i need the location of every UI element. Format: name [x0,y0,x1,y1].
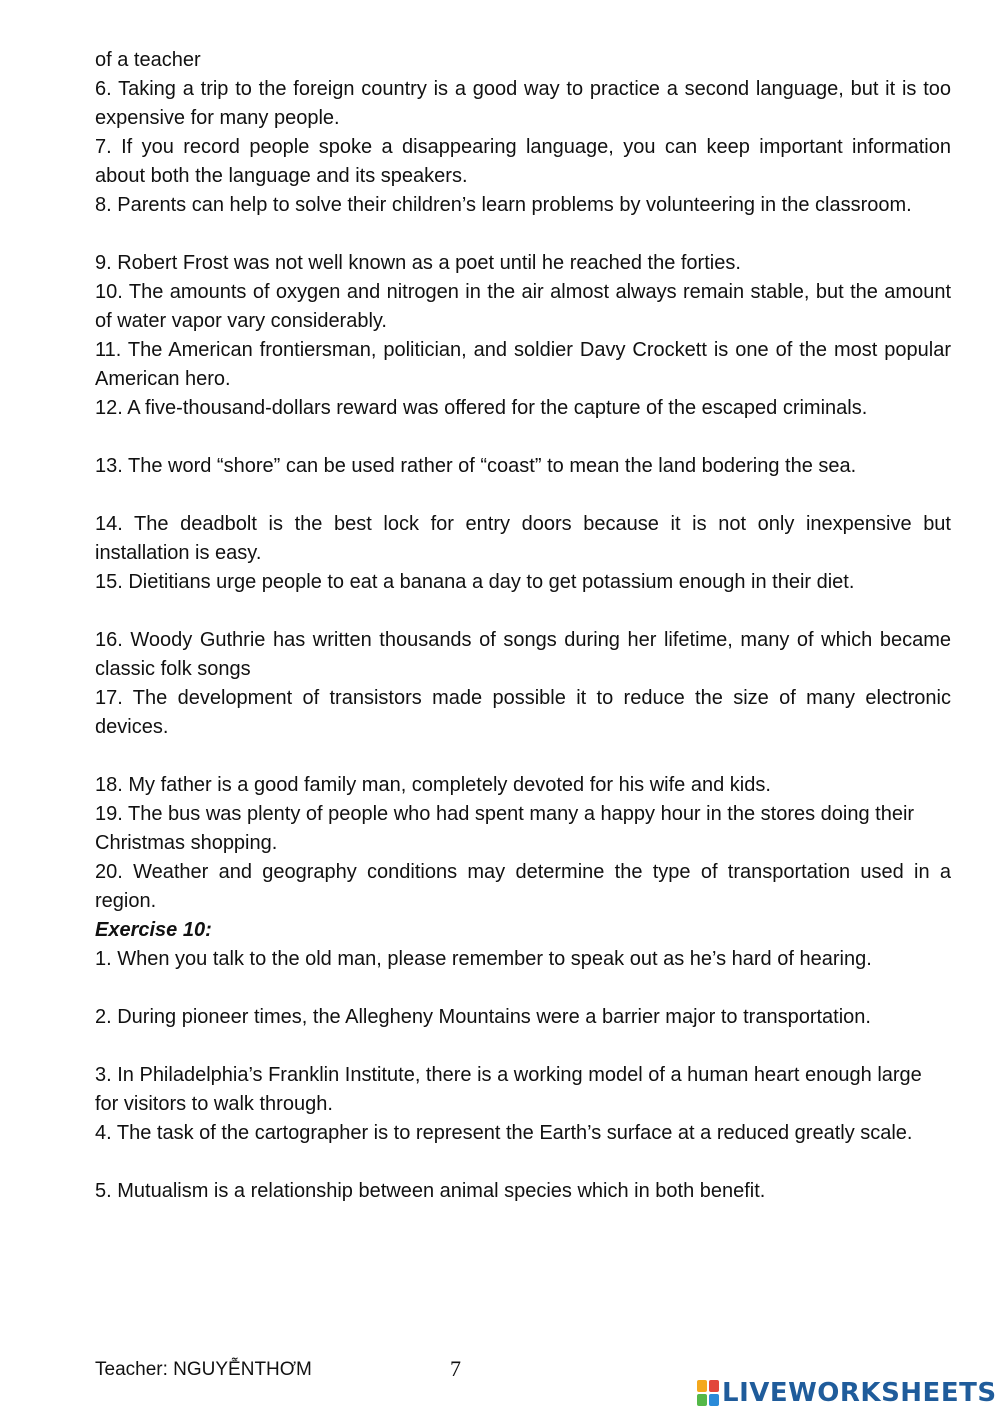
spacer [95,1032,951,1061]
sentence-20: 20. Weather and geography conditions may determine the type of transportation used in a region. [95,861,951,912]
logo-tile [697,1380,707,1392]
sentence-16: 16. Woody Guthrie has written thousands of songs during her lifetime, many of which became classic folk songs [95,629,951,680]
sentence-12: 12. A five-thousand-dollars reward was offered for the capture of the escaped criminals. [95,397,868,419]
sentence-9: 9. Robert Frost was not well known as a poet until he reached the forties. [95,252,741,274]
spacer [95,1148,951,1177]
sentence-18: 18. My father is a good family man, completely devoted for his wife and kids. [95,774,771,796]
exercise-sentence-2: 2. During pioneer times, the Allegheny Mountains were a barrier major to transportation. [95,1006,871,1028]
liveworksheets-logo-icon [697,1380,719,1406]
spacer [95,597,951,626]
exercise-sentence-3: 3. In Philadelphia’s Franklin Institute, there is a working model of a human heart enough large [95,1064,922,1086]
exercise-sentence-5: 5. Mutualism is a relationship between animal species which in both benefit. [95,1180,766,1202]
page-number: 7 [450,1356,461,1381]
sentence-10: 10. The amounts of oxygen and nitrogen in the air almost always remain stable, but the amount of water vapor vary considerably. [95,281,951,332]
liveworksheets-logo[interactable] [697,1378,997,1408]
brand-name: LIVEWORKSHEETS [722,1378,997,1408]
logo-tile [697,1394,707,1406]
sentence-17: 17. The development of transistors made possible it to reduce the size of many electronic devices. [95,687,951,738]
spacer [95,742,951,771]
spacer [95,974,951,1003]
spacer [95,481,951,510]
spacer [95,423,951,452]
sentence-13: 13. The word “shore” can be used rather of “coast” to mean the land bodering the sea. [95,455,857,477]
sentence-7: 7. If you record people spoke a disappearing language, you can keep important information about both the language and its speakers. [95,136,951,187]
sentence-15: 15. Dietitians urge people to eat a banana a day to get potassium enough in their diet. [95,571,855,593]
sentence-6: 6. Taking a trip to the foreign country is a good way to practice a second language, but it is too expensive for many people. [95,78,951,129]
exercise-sentence-4: 4. The task of the cartographer is to represent the Earth’s surface at a reduced greatly scale. [95,1122,913,1144]
worksheet-body [95,46,951,1206]
sentence-19-continued: Christmas shopping. [95,832,278,854]
exercise-sentence-1: 1. When you talk to the old man, please remember to speak out as he’s hard of hearing. [95,948,872,970]
spacer [95,220,951,249]
logo-tile [709,1380,719,1392]
footer-teacher: Teacher: NGUYỄNTHƠM [95,1359,312,1380]
sentence-19: 19. The bus was plenty of people who had spent many a happy hour in the stores doing their [95,803,915,825]
sentence-8: 8. Parents can help to solve their children’s learn problems by volunteering in the classroom. [95,194,912,216]
exercise-sentence-3-continued: for visitors to walk through. [95,1093,333,1115]
text-line: of a teacher [95,49,201,71]
sentence-11: 11. The American frontiersman, politician, and soldier Davy Crockett is one of the most popular American hero. [95,339,951,390]
sentence-14: 14. The deadbolt is the best lock for entry doors because it is not only inexpensive but installation is easy. [95,513,951,564]
logo-tile [709,1394,719,1406]
exercise-heading: Exercise 10: [95,919,212,941]
